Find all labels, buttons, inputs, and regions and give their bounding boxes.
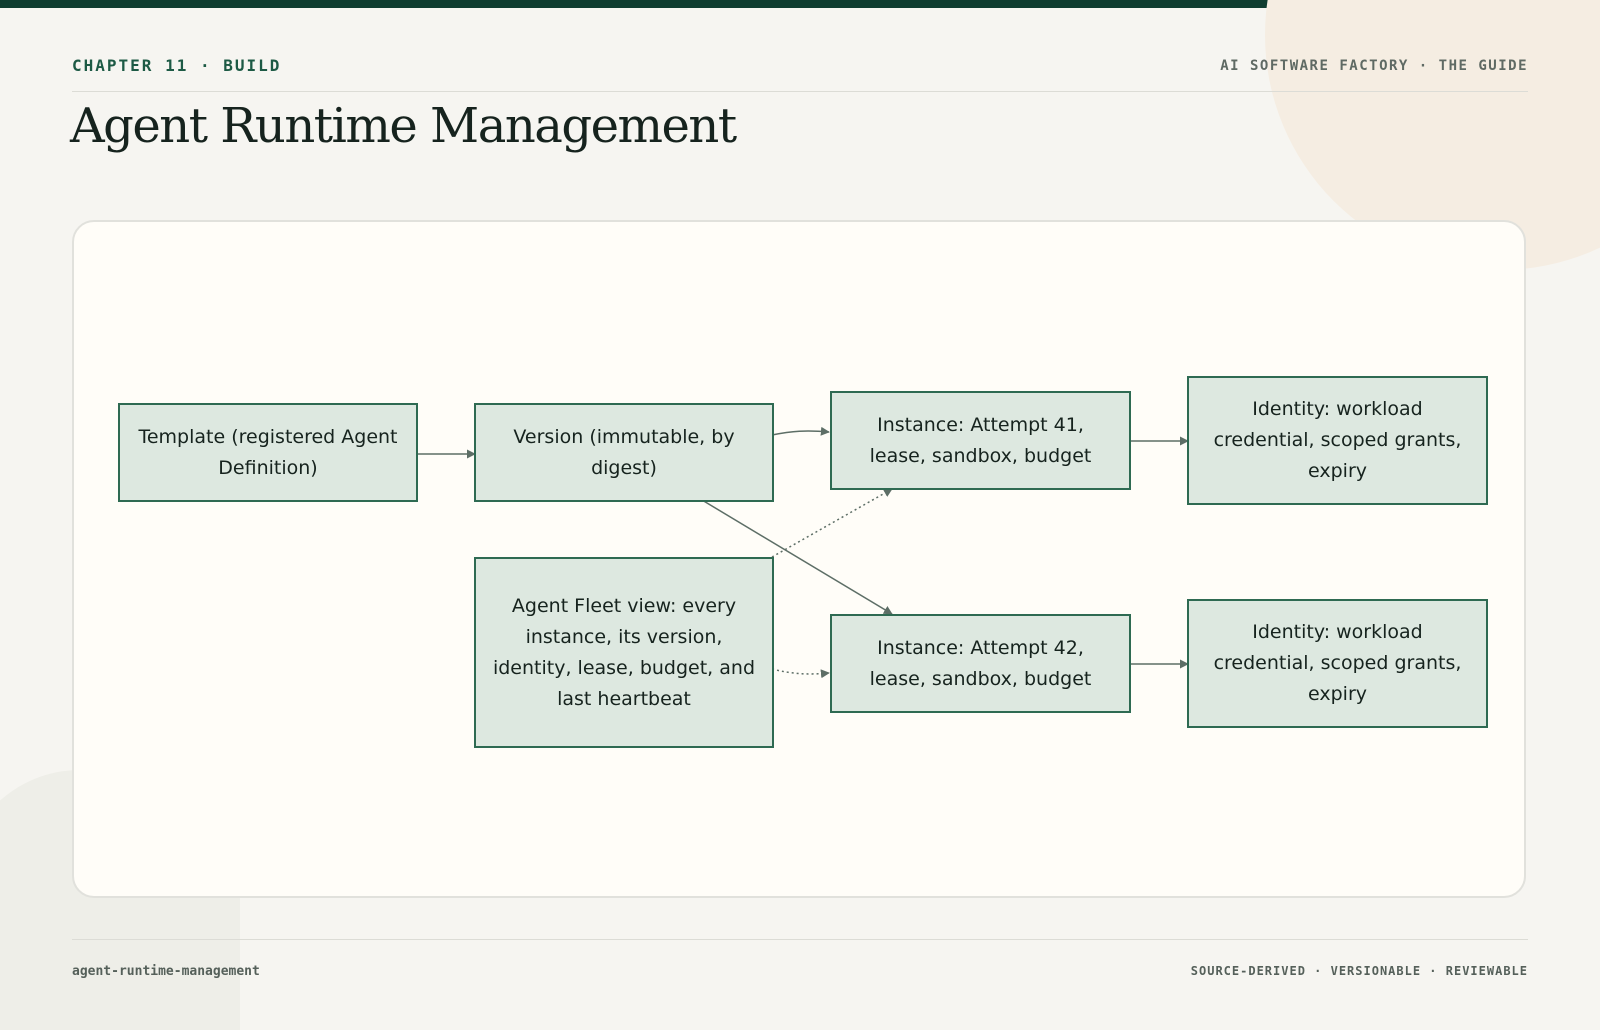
node-identity-2: Identity: workload credential, scoped grants, expiry bbox=[1187, 599, 1488, 728]
footer-slug: agent-runtime-management bbox=[72, 964, 260, 979]
guide-brand: AI SOFTWARE FACTORY · THE GUIDE bbox=[1220, 58, 1528, 74]
page-title: Agent Runtime Management bbox=[70, 98, 736, 154]
edge-fleet-to-attempt41 bbox=[772, 489, 892, 557]
node-instance-attempt-41: Instance: Attempt 41, lease, sandbox, budget bbox=[830, 391, 1131, 490]
node-template: Template (registered Agent Definition) bbox=[118, 403, 418, 502]
node-instance-attempt-42: Instance: Attempt 42, lease, sandbox, budget bbox=[830, 614, 1131, 713]
diagram-connectors bbox=[74, 222, 1528, 900]
node-version: Version (immutable, by digest) bbox=[474, 403, 774, 502]
node-identity-1: Identity: workload credential, scoped grants, expiry bbox=[1187, 376, 1488, 505]
diagram-card bbox=[72, 220, 1526, 898]
header-divider bbox=[72, 91, 1528, 92]
edge-fleet-to-attempt42 bbox=[772, 669, 829, 674]
footer-divider bbox=[72, 939, 1528, 940]
footer-tags: SOURCE-DERIVED · VERSIONABLE · REVIEWABLE bbox=[1190, 964, 1528, 978]
edge-version-to-attempt41 bbox=[772, 431, 829, 435]
chapter-kicker: CHAPTER 11 · BUILD bbox=[72, 56, 282, 75]
node-agent-fleet-view: Agent Fleet view: every instance, its version, identity, lease, budget, and last heartbeat bbox=[474, 557, 774, 748]
